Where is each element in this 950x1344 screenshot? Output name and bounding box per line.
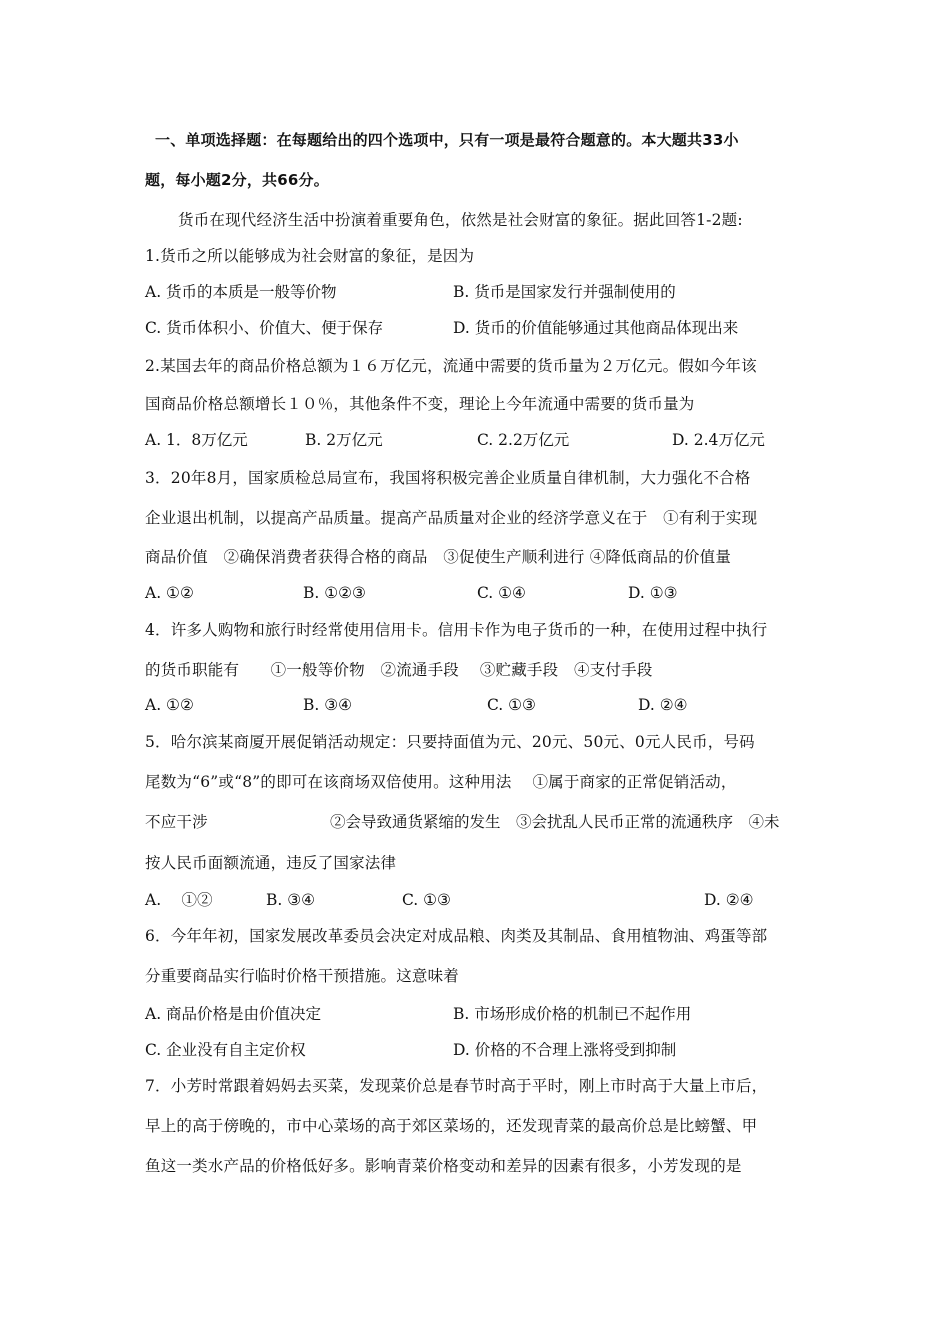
q2-option-d: D. 2.4万亿元	[672, 431, 765, 449]
q1-stem: 1.货币之所以能够成为社会财富的象征，是因为	[145, 247, 475, 265]
q5-stem-line3a: 不应干涉	[145, 813, 208, 831]
passage-intro: 货币在现代经济生活中扮演着重要角色，依然是社会财富的象征。据此回答1-2题:	[178, 211, 743, 229]
q7-stem-line2: 早上的高于傍晚的，市中心菜场的高于郊区菜场的，还发现青菜的最高价总是比螃蟹、甲	[145, 1117, 758, 1135]
q3-option-d: D. ①③	[628, 584, 678, 602]
q3-option-a: A. ①②	[145, 584, 194, 602]
q5-stem-line2: 尾数为“6”或“8”的即可在该商场双倍使用。这种用法 ①属于商家的正常促销活动，	[145, 773, 737, 791]
q3-stem-line3: 商品价值 ②确保消费者获得合格的商品 ③促使生产顺利进行 ④降低商品的价值量	[145, 548, 732, 566]
q3-stem-line2: 企业退出机制，以提高产品质量。提高产品质量对企业的经济学意义在于 ①有利于实现	[145, 509, 758, 527]
q5-stem-line3b: ②会导致通货紧缩的发生 ③会扰乱人民币正常的流通秩序 ④未	[330, 813, 780, 831]
q6-option-b: B. 市场形成价格的机制已不起作用	[453, 1005, 692, 1023]
q6-option-d: D. 价格的不合理上涨将受到抑制	[453, 1041, 677, 1059]
q2-stem-line1: 2.某国去年的商品价格总额为１６万亿元，流通中需要的货币量为２万亿元。假如今年该	[145, 357, 757, 375]
q7-stem-line1: 7．小芳时常跟着妈妈去买菜，发现菜价总是春节时高于平时，刚上市时高于大量上市后，	[145, 1077, 768, 1095]
q2-option-c: C. 2.2万亿元	[477, 431, 570, 449]
section-heading-line1: 一、单项选择题：在每题给出的四个选项中，只有一项是最符合题意的。本大题共33小	[155, 131, 739, 149]
q2-stem-line2: 国商品价格总额增长１０％，其他条件不变，理论上今年流通中需要的货币量为	[145, 395, 695, 413]
q7-stem-line3: 鱼这一类水产品的价格低好多。影响青菜价格变动和差异的因素有很多，小芳发现的是	[145, 1157, 742, 1175]
q5-stem-line4: 按人民币面额流通，违反了国家法律	[145, 854, 397, 872]
q6-stem-line2: 分重要商品实行临时价格干预措施。这意味着	[145, 967, 460, 985]
q3-option-c: C. ①④	[477, 584, 526, 602]
q6-stem-line1: 6．今年年初，国家发展改革委员会决定对成品粮、肉类及其制品、食用植物油、鸡蛋等部	[145, 927, 768, 945]
q4-stem-line2: 的货币职能有 ①一般等价物 ②流通手段 ③贮藏手段 ④支付手段	[145, 661, 653, 679]
q5-option-b: B. ③④	[266, 891, 316, 909]
q2-option-b: B. 2万亿元	[305, 431, 383, 449]
q5-option-d: D. ②④	[704, 891, 754, 909]
q4-option-a: A. ①②	[145, 696, 194, 714]
q1-option-c: C. 货币体积小、价值大、便于保存	[145, 319, 384, 337]
q4-stem-line1: 4．许多人购物和旅行时经常使用信用卡。信用卡作为电子货币的一种，在使用过程中执行	[145, 621, 768, 639]
q6-option-c: C. 企业没有自主定价权	[145, 1041, 306, 1059]
section-heading-line2: 题，每小题2分，共66分。	[145, 171, 329, 189]
q4-option-b: B. ③④	[303, 696, 353, 714]
q1-option-b: B. 货币是国家发行并强制使用的	[453, 283, 676, 301]
q6-option-a: A. 商品价格是由价值决定	[145, 1005, 322, 1023]
q2-option-a: A. 1．8万亿元	[145, 431, 248, 449]
q3-option-b: B. ①②③	[303, 584, 366, 602]
q1-option-a: A. 货币的本质是一般等价物	[145, 283, 337, 301]
q1-option-d: D. 货币的价值能够通过其他商品体现出来	[453, 319, 739, 337]
q4-option-d: D. ②④	[638, 696, 688, 714]
q5-option-a: A. ①②	[145, 891, 213, 909]
q5-option-c: C. ①③	[402, 891, 451, 909]
q3-stem-line1: 3．20年8月，国家质检总局宣布，我国将积极完善企业质量自律机制，大力强化不合格	[145, 469, 751, 487]
q5-stem-line1: 5．哈尔滨某商厦开展促销活动规定：只要持面值为元、20元、50元、0元人民币，号码	[145, 733, 755, 751]
q4-option-c: C. ①③	[487, 696, 536, 714]
